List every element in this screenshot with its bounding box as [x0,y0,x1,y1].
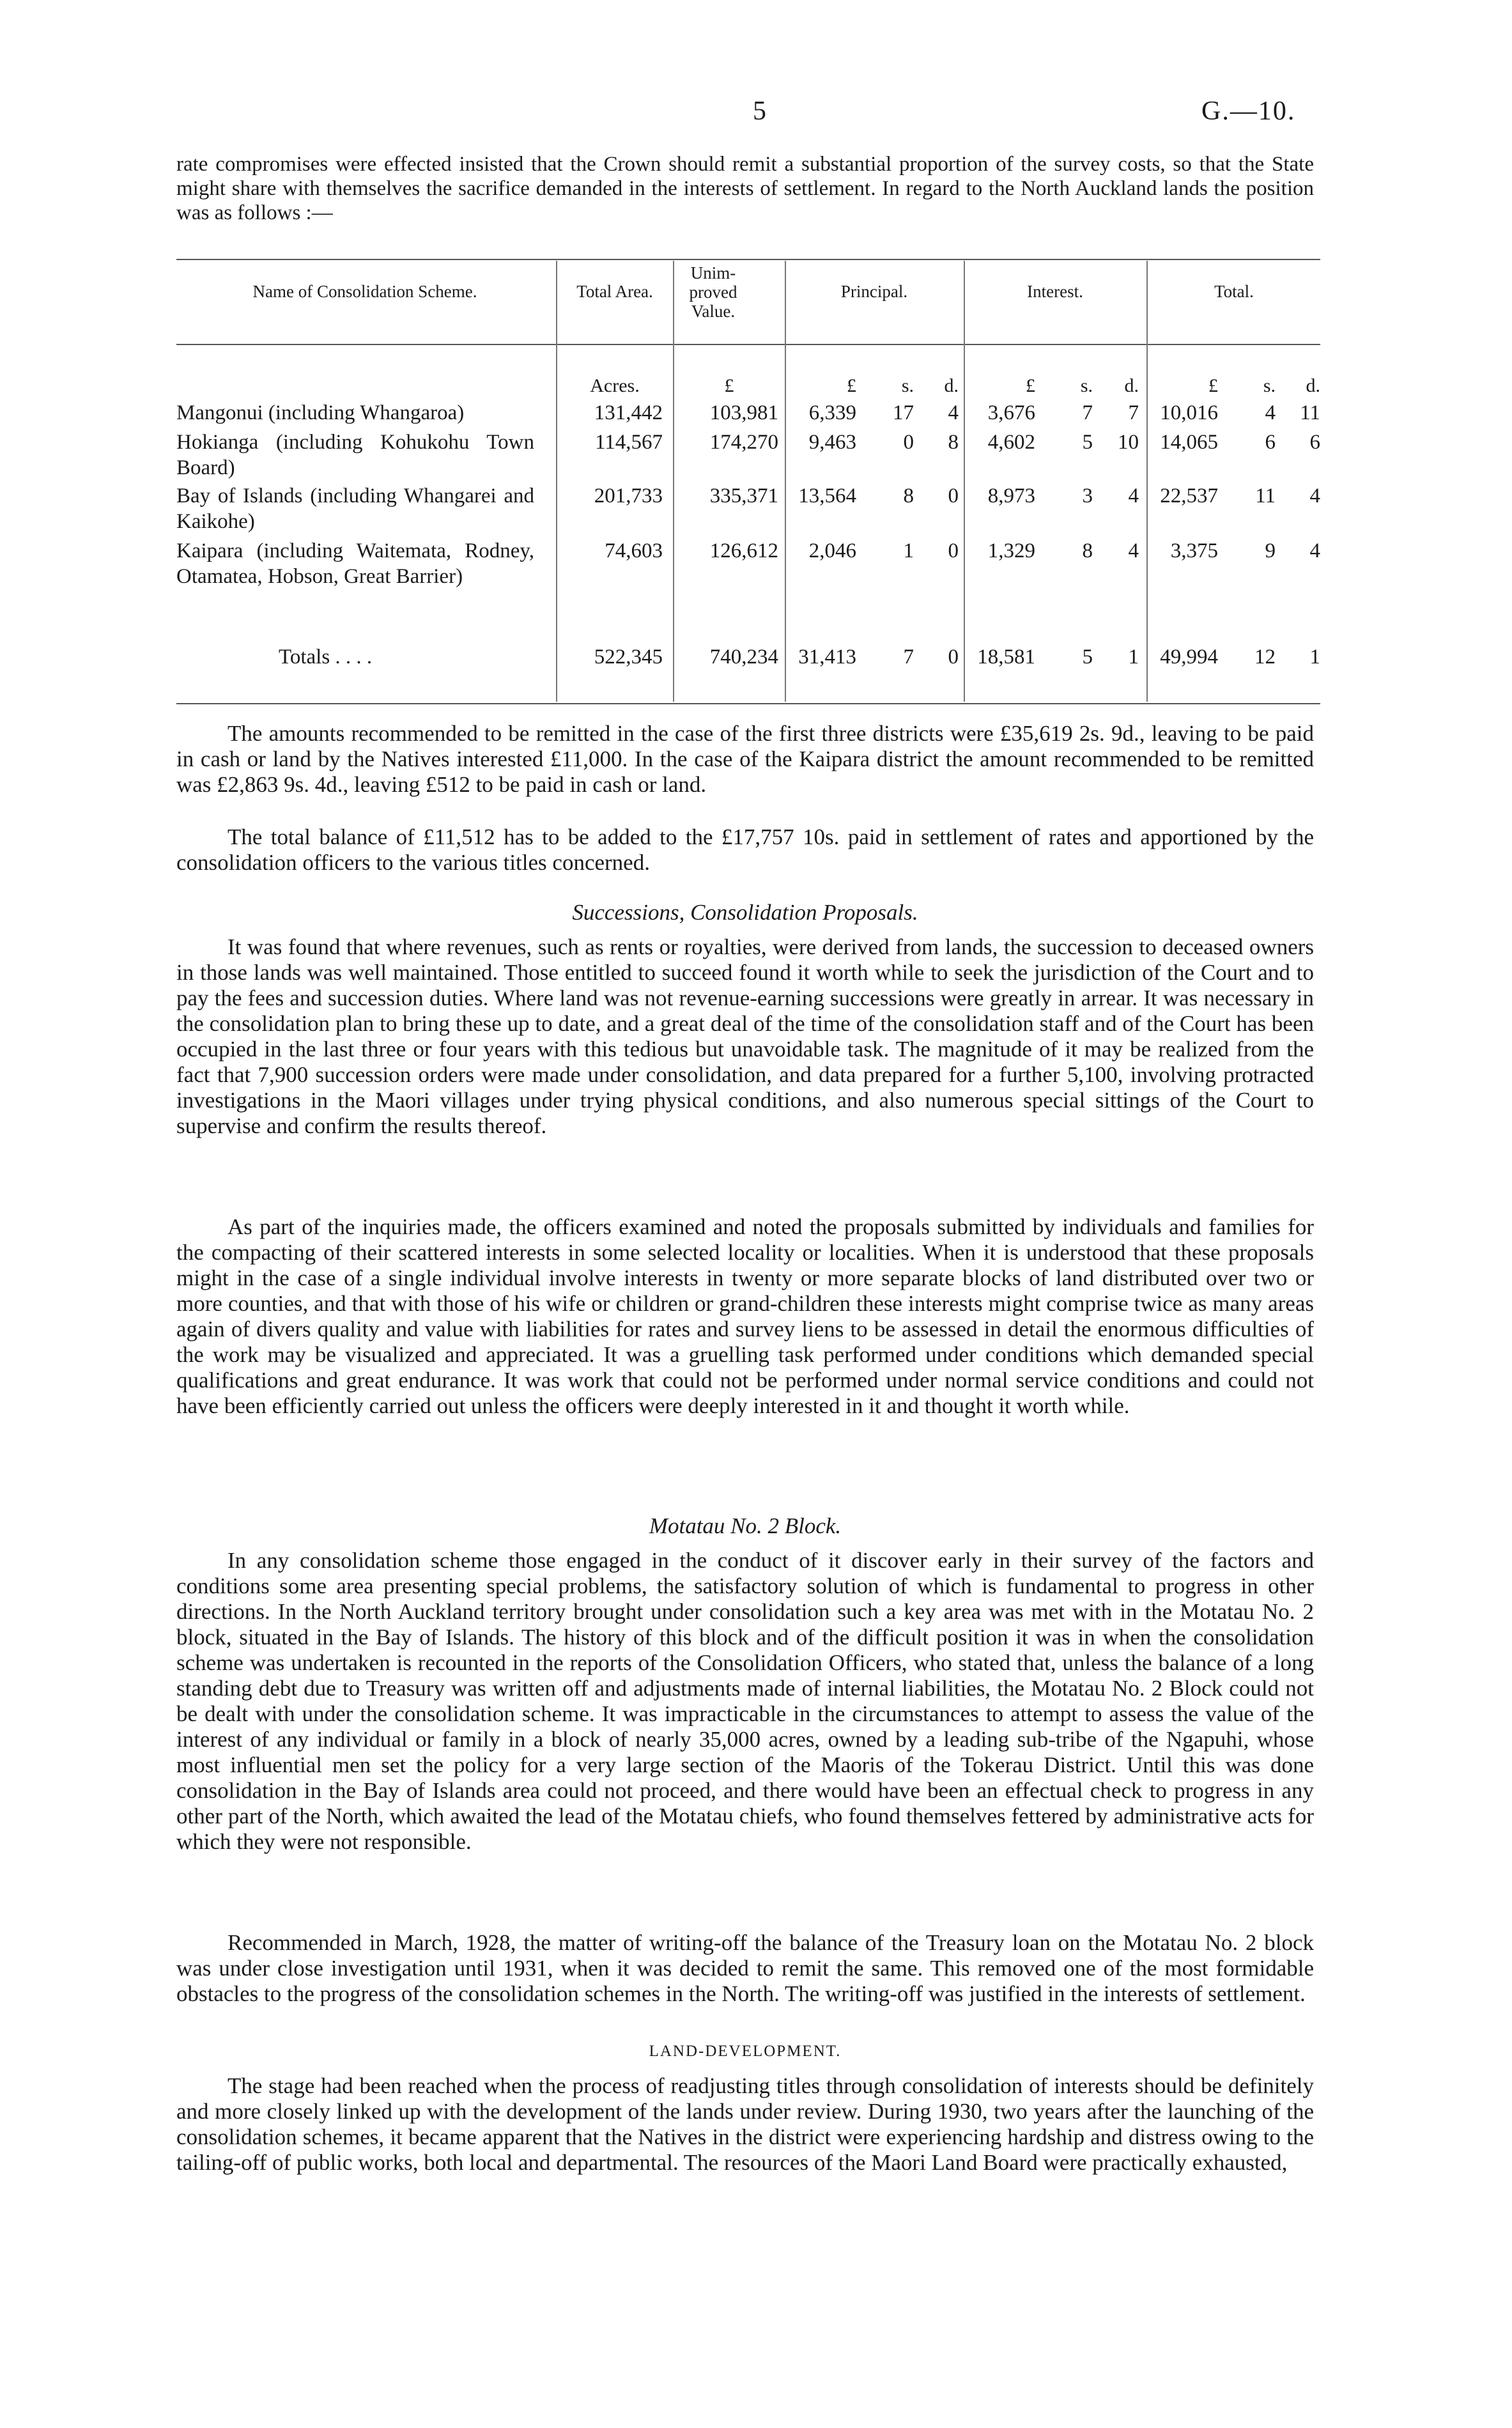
scheme-name: Mangonui (including Whangaroa) [176,401,465,424]
section-heading-land-development: LAND-DEVELOPMENT. [649,2043,842,2060]
interest-shillings: 5 [1082,646,1093,669]
principal-shillings: 0 [903,431,914,454]
section-heading-successions: Successions, Consolidation Proposals. [572,900,918,925]
total-pounds: 49,994 [1160,646,1218,669]
principal-pence: 0 [948,484,959,507]
principal-pounds: 31,413 [798,646,856,669]
scheme-name: Hokianga (including Kohukohu Town Board) [176,431,534,479]
column-divider [673,261,674,702]
motatau-paragraph: In any consolidation scheme those engaged in the conduct of it discover early in their survey of the factors and conditions some area presenting special problems, the satisfactory solution of which is fundamental to progress in other directions. In the North Auckland territory brought under consolidation such a key area was met with in the Motatau No. 2 block, situated in the Bay of Islands. The history of this block and of the difficult position it was in when the consolidation scheme was undertaken is recounted in the reports of the Consolidation Officers, who stated that, unless the balance of a long standing debt due to Treasury was written off and adjustments made of internal liabilities, the Motatau No. 2 Block could not be dealt with under the consolidation scheme. It was impracticable in the circumstances to attempt to assess the value of the interest of any individual or family in a block of nearly 35,000 acres, owned by a leading sub-tribe of the Ngapuhi, whose most influential men set the policy for a very large section of the Maoris of the Tokerau District. Until this was done consolidation in the Bay of Islands area could not proceed, and there would have been an effectual check to progress in any other part of the North, which awaited the lead of the Motatau chiefs, who found themselves fettered by administrative acts for which they were not responsible. [176,1548,1314,1854]
page-number: 5 [753,97,766,126]
land-development-paragraph: The stage had been reached when the process of readjusting titles through consolidation of interests should be definitely and more closely linked up with the development of the lands under review. During 1930, two years after the launching of the consolidation schemes, it became apparent that the Natives in the district were experiencing hardship and distress owing to the tailing-off of public works, both local and departmental. The resources of the Maori Land Board were practically exhausted, [176,2073,1314,2175]
interest-shillings: 8 [1082,539,1093,562]
principal-pence: 8 [948,431,959,454]
total-pence: 6 [1309,431,1320,454]
interest-shillings: 5 [1082,431,1093,454]
unit-pound: £ [724,375,734,396]
unit-shilling: s. [1080,375,1093,396]
unimproved-value: 103,981 [709,401,778,424]
total-shillings: 12 [1254,646,1276,669]
principal-pence: 0 [948,539,959,562]
principal-pounds: 2,046 [808,539,856,562]
table-header-rule [176,344,1320,345]
column-divider [964,261,965,702]
interest-pence: 4 [1128,539,1139,562]
header-name: Name of Consolidation Scheme. [252,282,477,301]
column-divider [1146,261,1148,702]
header-unimproved-value: Unim-proved Value. [689,263,737,321]
principal-pounds: 13,564 [798,484,856,507]
table-bottom-rule [176,703,1320,704]
total-shillings: 11 [1255,484,1276,507]
header-principal: Principal. [840,282,908,301]
principal-pounds: 6,339 [808,401,856,424]
unit-pound: £ [847,375,856,396]
unit-pound: £ [1026,375,1035,396]
unimproved-value: 740,234 [709,646,778,669]
unit-acres: Acres. [590,375,640,396]
interest-pence: 7 [1128,401,1139,424]
balance-paragraph: The total balance of £11,512 has to be added to the £17,757 10s. paid in settlement of rates and apportioned by the consolidation officers to the various titles concerned. [176,824,1314,875]
interest-pounds: 4,602 [987,431,1035,454]
remission-paragraph: The amounts recommended to be remitted in the case of the first three districts were £35,619 2s. 9d., leaving to be paid in cash or land by the Natives interested £11,000. In the case of the Kaipara district the amount recommended to be remitted was £2,863 9s. 4d., leaving £512 to be paid in cash or land. [176,721,1314,797]
unimproved-value: 335,371 [709,484,778,507]
proposals-paragraph: As part of the inquiries made, the officers examined and noted the proposals submitted by individuals and families for the compacting of their scattered interests in some selected locality or localities. When it is understood that these proposals might in the case of a single individual involve interests in twenty or more separate blocks of land distributed over two or more counties, and that with those of his wife or children or grand-children these interests might comprise twice as many areas again of divers quality and value with liabilities for rates and survey liens to be assessed in detail the enormous difficulties of the work may be visualized and appreciated. It was a gruelling task performed under conditions which demanded special qualifications and great endurance. It was work that could not be performed under normal service conditions and could not have been efficiently carried out unless the officers were deeply interested in it and thought it worth while. [176,1214,1314,1418]
total-pence: 4 [1309,484,1320,507]
principal-pence: 0 [948,646,959,669]
principal-shillings: 17 [893,401,914,424]
total-pence: 1 [1309,646,1320,669]
interest-pence: 10 [1118,431,1139,454]
interest-pounds: 3,676 [987,401,1035,424]
principal-shillings: 7 [903,646,914,669]
table-top-rule [176,259,1320,260]
unit-pound: £ [1208,375,1218,396]
unit-pence: d. [1124,375,1139,396]
interest-shillings: 7 [1082,401,1093,424]
unit-pence: d. [1306,375,1320,396]
unit-shilling: s. [1263,375,1276,396]
total-pounds: 3,375 [1170,539,1218,562]
principal-shillings: 8 [903,484,914,507]
interest-pence: 4 [1128,484,1139,507]
total-shillings: 6 [1265,431,1276,454]
unimproved-value: 174,270 [709,431,778,454]
intro-paragraph: rate compromises were effected insisted that the Crown should remit a substantial proportion of the survey costs, so that the State might share with themselves the sacrifice demanded in the interests of settlement. In regard to the North Auckland lands the position was as follows :— [176,153,1314,224]
scheme-name: Bay of Islands (including Whangarei and Kaikohe) [176,484,534,533]
total-pounds: 10,016 [1160,401,1218,424]
total-pence: 11 [1300,401,1320,424]
total-shillings: 9 [1265,539,1276,562]
total-shillings: 4 [1265,401,1276,424]
unit-pence: d. [944,375,959,396]
document-reference: G.—10. [1201,97,1296,126]
unit-shilling: s. [901,375,914,396]
principal-pence: 4 [948,401,959,424]
unimproved-value: 126,612 [709,539,778,562]
column-divider [785,261,786,702]
header-total-area: Total Area. [576,282,653,301]
total-pounds: 14,065 [1160,431,1218,454]
interest-shillings: 3 [1082,484,1093,507]
section-heading-motatau: Motatau No. 2 Block. [649,1513,842,1538]
total-area: 131,442 [594,401,663,424]
header-total: Total. [1214,282,1254,301]
column-divider [556,261,557,702]
interest-pounds: 1,329 [987,539,1035,562]
scheme-name: Kaipara (including Waitemata, Rodney, Otamatea, Hobson, Great Barrier) [176,539,534,588]
total-pence: 4 [1309,539,1320,562]
successions-paragraph: It was found that where revenues, such as rents or royalties, were derived from lands, the succession to deceased owners in those lands was well maintained. Those entitled to succeed found it worth while to seek the jurisdiction of the Court and to pay the fees and succession duties. Where land was not revenue-earning successions were greatly in arrear. It was necessary in the consolidation plan to bring these up to date, and a great deal of the time of the consolidation staff and of the Court has been occupied in the last three or four years with this tedious but unavoidable task. The magnitude of it may be realized from the fact that 7,900 succession orders were made under consolidation, and data prepared for a further 5,100, involving protracted investigations in the Maori villages under trying physical conditions, and also numerous special sittings of the Court to supervise and confirm the results thereof. [176,934,1314,1138]
total-area: 201,733 [594,484,663,507]
total-area: 114,567 [594,431,663,454]
interest-pounds: 8,973 [987,484,1035,507]
header-interest: Interest. [1027,282,1083,301]
principal-shillings: 1 [903,539,914,562]
total-area: 522,345 [594,646,663,669]
writing-off-paragraph: Recommended in March, 1928, the matter of writing-off the balance of the Treasury loan on the Motatau No. 2 block was under close investigation until 1931, when it was decided to remit the same. This removed one of the most formidable obstacles to the progress of the consolidation schemes in the North. The writing-off was justified in the interests of settlement. [176,1930,1314,2006]
interest-pence: 1 [1128,646,1139,669]
interest-pounds: 18,581 [977,646,1035,669]
total-pounds: 22,537 [1160,484,1218,507]
totals-label: Totals . . . . [279,646,373,669]
principal-pounds: 9,463 [808,431,856,454]
total-area: 74,603 [605,539,663,562]
